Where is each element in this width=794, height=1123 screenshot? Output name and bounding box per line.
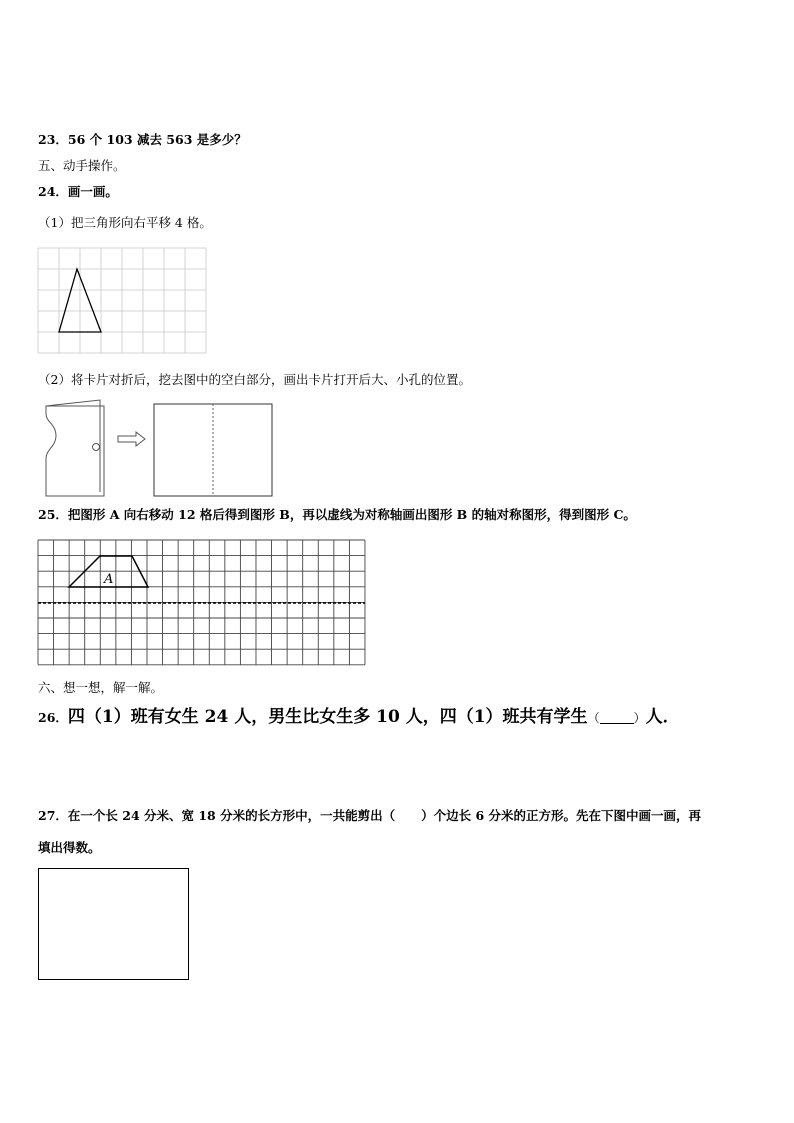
q26-text-before: 四（1）班有女生 24 人，男生比女生多 10 人，四（1）班共有学生 [67, 707, 588, 727]
figure-a-label: A [104, 572, 114, 587]
q27-text-before: 在一个长 24 分米、宽 18 分米的长方形中，一共能剪出（ [67, 808, 396, 823]
q24-part1: （1）把三角形向右平移 4 格。 [38, 215, 212, 230]
q27-text-after: ）个边长 6 分米的正方形。先在下图中画一画，再 [421, 808, 702, 823]
q26-line [38, 706, 680, 729]
q26-paren-open: （ [587, 711, 600, 725]
q24-part2: （2）将卡片对折后，挖去图中的空白部分，画出卡片打开后大、小孔的位置。 [38, 372, 471, 387]
q26-number: 26． [38, 710, 68, 725]
q24-number: 24． [38, 184, 68, 199]
section5-title: 五、动手操作。 [38, 158, 126, 173]
q27-number: 27． [38, 808, 68, 823]
q23-text: 56 个 103 减去 563 是多少？ [67, 132, 247, 147]
q26-paren-close: ） [633, 711, 646, 725]
folded-card-figure [40, 398, 280, 498]
q26-answer-blank[interactable] [600, 709, 634, 724]
q24-line [38, 184, 118, 200]
right-arrow-icon [118, 432, 145, 446]
q25-text: 把图形 A 向右移动 12 格后得到图形 B，再以虚线为对称轴画出图形 B 的轴对称图形，得到图形 C。 [67, 507, 636, 522]
q25-translation-grid [38, 540, 368, 666]
q25-line [38, 507, 636, 523]
q23-line [38, 132, 247, 148]
q27-drawing-rectangle[interactable] [38, 868, 189, 980]
q26-text-after: 人． [645, 707, 680, 727]
q25-number: 25． [38, 507, 68, 522]
section6-title: 六、想一想，解一解。 [38, 680, 164, 695]
q24-title: 画一画。 [67, 184, 118, 199]
q24-triangle-grid [38, 248, 208, 354]
q27-line2: 填出得数。 [38, 840, 101, 855]
q27-line1 [38, 808, 701, 824]
q23-number: 23． [38, 132, 68, 147]
